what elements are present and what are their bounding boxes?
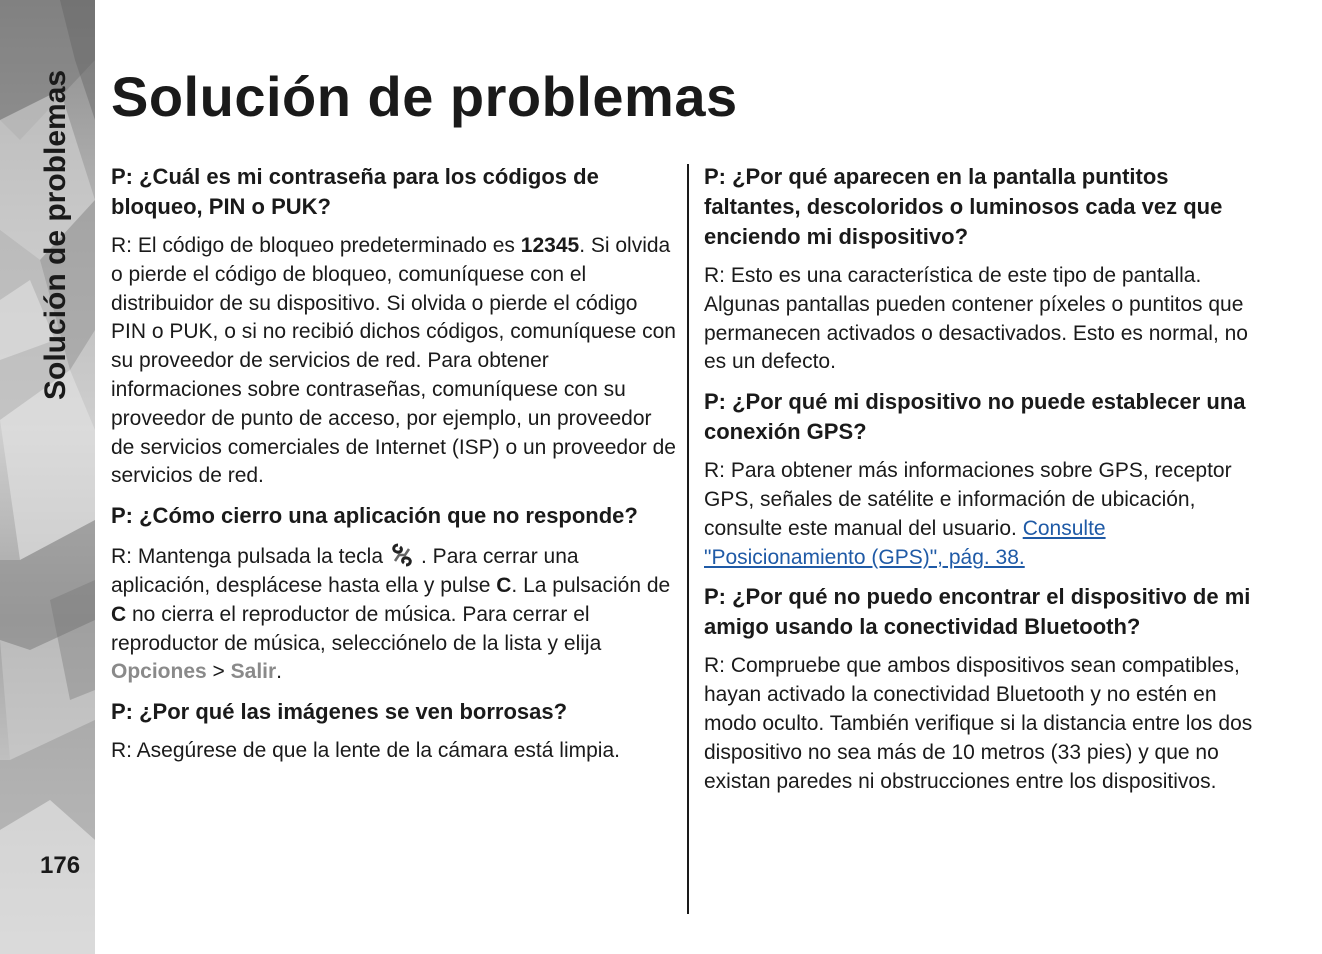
answer-text: . xyxy=(276,660,283,684)
menu-option-salir: Salir xyxy=(230,660,277,684)
column-divider xyxy=(687,164,689,914)
menu-separator: > xyxy=(206,660,231,684)
answer-lock-codes xyxy=(111,232,676,491)
answer-blurry-images: R: Asegúrese de que la lente de la cámara está limpia. xyxy=(111,739,620,763)
page-number: 176 xyxy=(40,852,81,879)
answer-text: . Si olvida o pierde el código de bloqueo, comuníquese con el distribuidor de su dispositivo. Si olvida o pierde el código PIN o PUK, o si no recibió dichos códigos, comuníquese con su proveedor de servicios de red. Para obtener informaciones sobre contraseñas, comuníquese con su proveedor de punto de acceso, por ejemplo, un proveedor de servicios comerciales de Internet (ISP) o un proveedor de servicios de red. xyxy=(111,234,676,488)
left-column xyxy=(111,162,676,776)
answer-text: R: El código de bloqueo predeterminado es xyxy=(111,234,521,257)
question-close-app: P: ¿Cómo cierro una aplicación que no responde? xyxy=(111,503,638,529)
menu-key-icon xyxy=(387,541,417,569)
answer-bluetooth: R: Compruebe que ambos dispositivos sean compatibles, hayan activado la conectividad Bluetooth y no estén en modo oculto. También verifique si la distancia entre los dos dispositivo no sea más de 10 metros (33 pies) y que no existan paredes ni obstrucciones entre los dispositivos. xyxy=(704,654,1253,793)
gps-section-link[interactable]: Consulte "Posicionamiento (GPS)", pág. 38. xyxy=(704,516,1106,569)
default-lock-code: 12345 xyxy=(520,234,580,257)
answer-close-app xyxy=(111,541,676,687)
c-key-label: C xyxy=(111,602,127,626)
right-column xyxy=(704,162,1270,806)
answer-screen-dots: R: Esto es una característica de este tipo de pantalla. Algunas pantallas pueden contener píxeles o puntitos que permanecen activados o desactivados. Esto es normal, no es un defecto. xyxy=(704,264,1248,374)
answer-text: R: Para obtener más informaciones sobre GPS, receptor GPS, señales de satélite e información de ubicación, consulte este manual del usuario. xyxy=(704,459,1232,540)
c-key-label: C xyxy=(496,573,512,597)
question-bluetooth: P: ¿Por qué no puedo encontrar el dispositivo de mi amigo usando la conectividad Bluetooth? xyxy=(704,584,1251,640)
answer-gps-connection xyxy=(704,457,1270,572)
sidebar-section-title: Solución de problemas xyxy=(39,69,72,400)
answer-text: . La pulsación de xyxy=(511,573,671,597)
sidebar-band xyxy=(0,0,95,954)
question-lock-codes: P: ¿Cuál es mi contraseña para los códigos de bloqueo, PIN o PUK? xyxy=(111,164,599,219)
page-title: Solución de problemas xyxy=(111,65,738,128)
question-gps-connection: P: ¿Por qué mi dispositivo no puede establecer una conexión GPS? xyxy=(704,389,1246,445)
answer-text: . Para cerrar una aplicación, desplácese hasta ella y pulse xyxy=(111,545,579,597)
question-blurry-images: P: ¿Por qué las imágenes se ven borrosas? xyxy=(111,699,568,725)
question-screen-dots: P: ¿Por qué aparecen en la pantalla puntitos faltantes, descoloridos o luminosos cada vez que enciendo mi dispositivo? xyxy=(704,164,1223,249)
menu-option-opciones: Opciones xyxy=(111,660,207,684)
answer-text: no cierra el reproductor de música. Para cerrar el reproductor de música, selecciónelo de la lista y elija xyxy=(111,602,602,655)
answer-text: R: Mantenga pulsada la tecla xyxy=(111,545,384,569)
